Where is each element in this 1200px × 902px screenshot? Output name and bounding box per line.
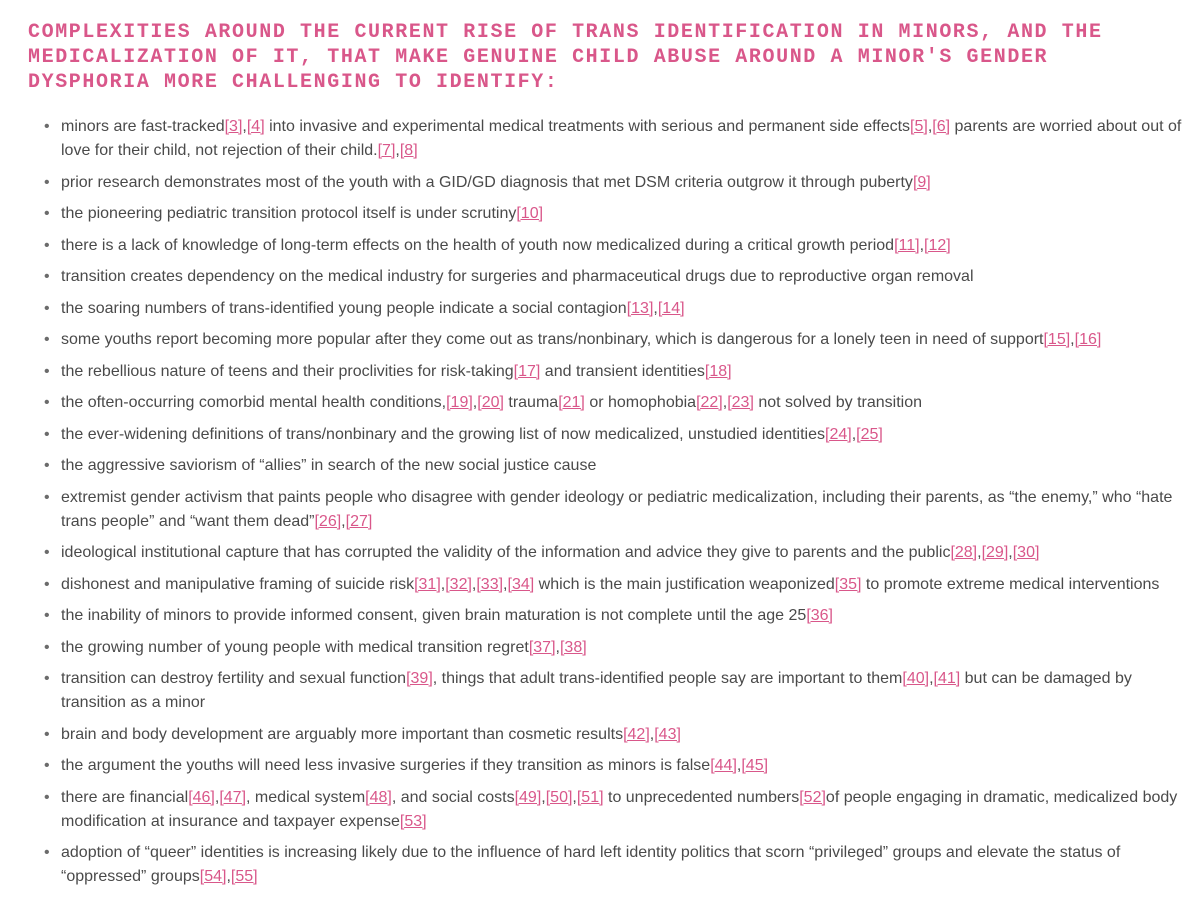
list-item <box>0 171 1200 195</box>
citation-link[interactable]: [44] <box>710 757 737 774</box>
item-text: there is a lack of knowledge of long-term effects on the health of youth now medicalized during a critical growth period <box>61 236 895 254</box>
citation-link[interactable]: [13] <box>626 299 654 317</box>
item-text: , <box>736 757 742 774</box>
citation-link[interactable]: [17] <box>513 362 541 380</box>
item-text: the inability of minors to provide informed consent, given brain maturation is not complete until the age 25 <box>61 607 807 624</box>
item-text: , <box>341 512 346 530</box>
citation-link[interactable]: [36] <box>806 607 833 624</box>
citation-link[interactable]: [41] <box>933 670 961 687</box>
item-text: , and social costs <box>391 788 515 806</box>
citation-link[interactable]: [39] <box>406 670 433 687</box>
list-item <box>0 841 1200 889</box>
citation-link[interactable]: [20] <box>477 394 504 411</box>
item-text: , <box>929 670 934 687</box>
item-text: transition creates dependency on the medical industry for surgeries and pharmaceutical drugs due to reproductive organ removal <box>61 268 974 285</box>
citation-link[interactable]: [30] <box>1012 544 1040 561</box>
bullet-icon: • <box>44 299 50 317</box>
item-text: the growing number of young people with medical transition regret <box>61 638 529 656</box>
citation-link[interactable]: [40] <box>902 670 930 687</box>
bullet-icon: • <box>44 173 50 191</box>
item-text: brain and body development are arguably more important than cosmetic results <box>61 725 624 743</box>
citation-link[interactable]: [6] <box>932 118 951 135</box>
citation-link[interactable]: [49] <box>514 788 542 806</box>
list-item <box>0 541 1200 565</box>
list-item <box>0 360 1200 384</box>
item-text: which is the main justification weaponized <box>534 575 835 593</box>
citation-link[interactable]: [55] <box>230 868 258 885</box>
citation-link[interactable]: [24] <box>825 425 852 443</box>
list-item <box>0 486 1200 534</box>
bullet-icon: • <box>44 607 50 624</box>
bullet-icon: • <box>44 362 50 380</box>
citation-link[interactable]: [21] <box>558 394 585 411</box>
bullet-icon: • <box>44 575 50 593</box>
citation-link[interactable]: [42] <box>623 725 650 743</box>
item-text: the often-occurring comorbid mental health conditions, <box>61 394 447 411</box>
item-text: extremist gender activism that paints people who disagree with gender ideology or pediatric medicalization, including their parents, as “the enemy,” who “hate trans people” and “want them dead” <box>61 488 1173 530</box>
bullet-icon: • <box>44 757 50 774</box>
item-text: , <box>851 425 857 443</box>
citation-link[interactable]: [28] <box>950 544 978 561</box>
item-text: , <box>541 788 546 806</box>
item-text: , <box>472 394 478 411</box>
citation-link[interactable]: [12] <box>924 236 951 254</box>
citation-link[interactable]: [31] <box>414 575 441 593</box>
item-text: , <box>572 788 577 806</box>
list-item <box>0 786 1200 834</box>
list-item <box>0 573 1200 597</box>
bullet-list <box>0 115 1200 897</box>
bullet-icon: • <box>44 118 50 135</box>
list-item <box>0 202 1200 226</box>
citation-link[interactable]: [5] <box>910 118 928 135</box>
item-text: , <box>1070 331 1075 348</box>
list-item <box>0 234 1200 258</box>
bullet-icon: • <box>44 670 50 687</box>
citation-link[interactable]: [16] <box>1074 331 1102 348</box>
list-item <box>0 604 1200 628</box>
item-text: , medical system <box>246 788 366 806</box>
bullet-icon: • <box>44 268 50 285</box>
item-text: trauma <box>503 394 559 411</box>
item-text: dishonest and manipulative framing of suicide risk <box>61 575 415 593</box>
list-item <box>0 636 1200 660</box>
section-heading: COMPLEXITIES AROUND THE CURRENT RISE OF TRANS IDENTIFICATION IN MINORS, AND THE MEDICALIZATION OF IT, THAT MAKE GENUINE CHILD ABUSE AROUND A MINOR'S GENDER DYSPHORIA MORE CHALLENGING TO IDENTIFY: <box>28 21 1103 94</box>
bullet-icon: • <box>44 236 50 254</box>
item-text: , <box>977 544 982 561</box>
bullet-icon: • <box>44 638 50 656</box>
item-text: , <box>214 788 220 806</box>
list-item <box>0 723 1200 747</box>
item-text: or homophobia <box>584 394 697 411</box>
citation-link[interactable]: [35] <box>834 575 862 593</box>
citation-link[interactable]: [33] <box>476 575 504 593</box>
item-text: transition can destroy fertility and sexual function <box>61 670 407 687</box>
citation-link[interactable]: [27] <box>345 512 373 530</box>
item-text: parents are worried about out of love for their child, not rejection of their child. <box>61 118 1182 159</box>
item-text: , <box>653 299 658 317</box>
item-text: , <box>503 575 508 593</box>
list-item <box>0 265 1200 289</box>
citation-link[interactable]: [32] <box>445 575 472 593</box>
citation-link[interactable]: [11] <box>894 236 920 254</box>
list-item <box>0 297 1200 321</box>
citation-link[interactable]: [26] <box>314 512 342 530</box>
item-text: , <box>722 394 728 411</box>
bullet-icon: • <box>44 205 50 222</box>
citation-link[interactable]: [22] <box>696 394 723 411</box>
item-text: there are financial <box>61 788 189 806</box>
bullet-icon: • <box>44 788 50 806</box>
item-text: , <box>649 725 655 743</box>
list-item <box>0 667 1200 715</box>
item-text: , <box>242 118 247 135</box>
citation-link[interactable]: [3] <box>224 118 243 135</box>
citation-link[interactable]: [53] <box>399 812 427 830</box>
citation-link[interactable]: [43] <box>654 725 681 743</box>
list-item <box>0 391 1200 415</box>
bullet-icon: • <box>44 544 50 561</box>
citation-link[interactable]: [54] <box>199 868 227 885</box>
item-text: , <box>226 868 231 885</box>
item-text: ideological institutional capture that has corrupted the validity of the information and advice they give to parents and the public <box>61 544 951 561</box>
citation-link[interactable]: [18] <box>704 362 732 380</box>
citation-link[interactable]: [10] <box>516 205 544 222</box>
item-text: into invasive and experimental medical treatments with serious and permanent side effects <box>264 118 911 135</box>
item-text: prior research demonstrates most of the youth with a GID/GD diagnosis that met DSM criteria outgrow it through puberty <box>61 173 913 191</box>
item-text: the soaring numbers of trans-identified young people indicate a social contagion <box>61 299 627 317</box>
citation-link[interactable]: [46] <box>188 788 215 806</box>
bullet-icon: • <box>44 844 50 861</box>
citation-link[interactable]: [9] <box>912 173 931 191</box>
citation-link[interactable]: [38] <box>559 638 587 656</box>
item-text: the argument the youths will need less invasive surgeries if they transition as minors is false <box>61 757 711 774</box>
bullet-icon: • <box>44 725 50 743</box>
citation-link[interactable]: [45] <box>741 757 769 774</box>
item-text: the pioneering pediatric transition protocol itself is under scrutiny <box>61 205 517 222</box>
item-text: adoption of “queer” identities is increasing likely due to the influence of hard left identity politics that scorn “privileged” groups and elevate the status of “oppressed” groups <box>61 844 1121 885</box>
bullet-icon: • <box>44 488 50 506</box>
citation-link[interactable]: [8] <box>399 142 418 159</box>
citation-link[interactable]: [50] <box>545 788 573 806</box>
item-text: minors are fast-tracked <box>61 118 225 135</box>
bullet-icon: • <box>44 425 50 443</box>
item-text: , <box>440 575 446 593</box>
item-text: , <box>555 638 560 656</box>
citation-link[interactable]: [47] <box>219 788 247 806</box>
item-text: the rebellious nature of teens and their proclivities for risk-taking <box>61 362 514 380</box>
citation-link[interactable]: [52] <box>799 788 826 806</box>
item-text: to promote extreme medical interventions <box>861 575 1160 593</box>
list-item <box>0 423 1200 447</box>
citation-link[interactable]: [23] <box>727 394 754 411</box>
item-text: , <box>395 142 400 159</box>
citation-link[interactable]: [25] <box>856 425 883 443</box>
citation-link[interactable]: [34] <box>507 575 535 593</box>
item-text: some youths report becoming more popular after they come out as trans/nonbinary, which is dangerous for a lonely teen in need of support <box>61 331 1044 348</box>
bullet-icon: • <box>44 331 50 348</box>
item-text: but can be damaged by transition as a minor <box>61 670 1132 711</box>
bullet-icon: • <box>44 394 50 411</box>
citation-link[interactable]: [51] <box>576 788 604 806</box>
item-text: , <box>471 575 477 593</box>
citation-link[interactable]: [14] <box>657 299 685 317</box>
citation-link[interactable]: [19] <box>446 394 473 411</box>
item-text: , <box>1008 544 1013 561</box>
citation-link[interactable]: [7] <box>377 142 396 159</box>
citation-link[interactable]: [37] <box>528 638 556 656</box>
item-text: not solved by transition <box>753 394 922 411</box>
bullet-icon: • <box>44 457 50 474</box>
citation-link[interactable]: [29] <box>981 544 1009 561</box>
item-text: , <box>927 118 933 135</box>
citation-link[interactable]: [48] <box>365 788 392 806</box>
item-text: , <box>919 236 925 254</box>
list-item <box>0 115 1200 163</box>
item-text: the ever-widening definitions of trans/nonbinary and the growing list of now medicalized, unstudied identities <box>61 425 826 443</box>
item-text: and transient identities <box>540 362 705 380</box>
item-text: of people engaging in dramatic, medicalized body modification at insurance and taxpayer expense <box>61 788 1178 830</box>
item-text: the aggressive saviorism of “allies” in search of the new social justice cause <box>61 457 597 474</box>
list-item <box>0 454 1200 478</box>
item-text: to unprecedented numbers <box>603 788 800 806</box>
item-text: , things that adult trans-identified people say are important to them <box>432 670 903 687</box>
list-item <box>0 754 1200 778</box>
citation-link[interactable]: [15] <box>1043 331 1071 348</box>
citation-link[interactable]: [4] <box>246 118 265 135</box>
list-item <box>0 328 1200 352</box>
